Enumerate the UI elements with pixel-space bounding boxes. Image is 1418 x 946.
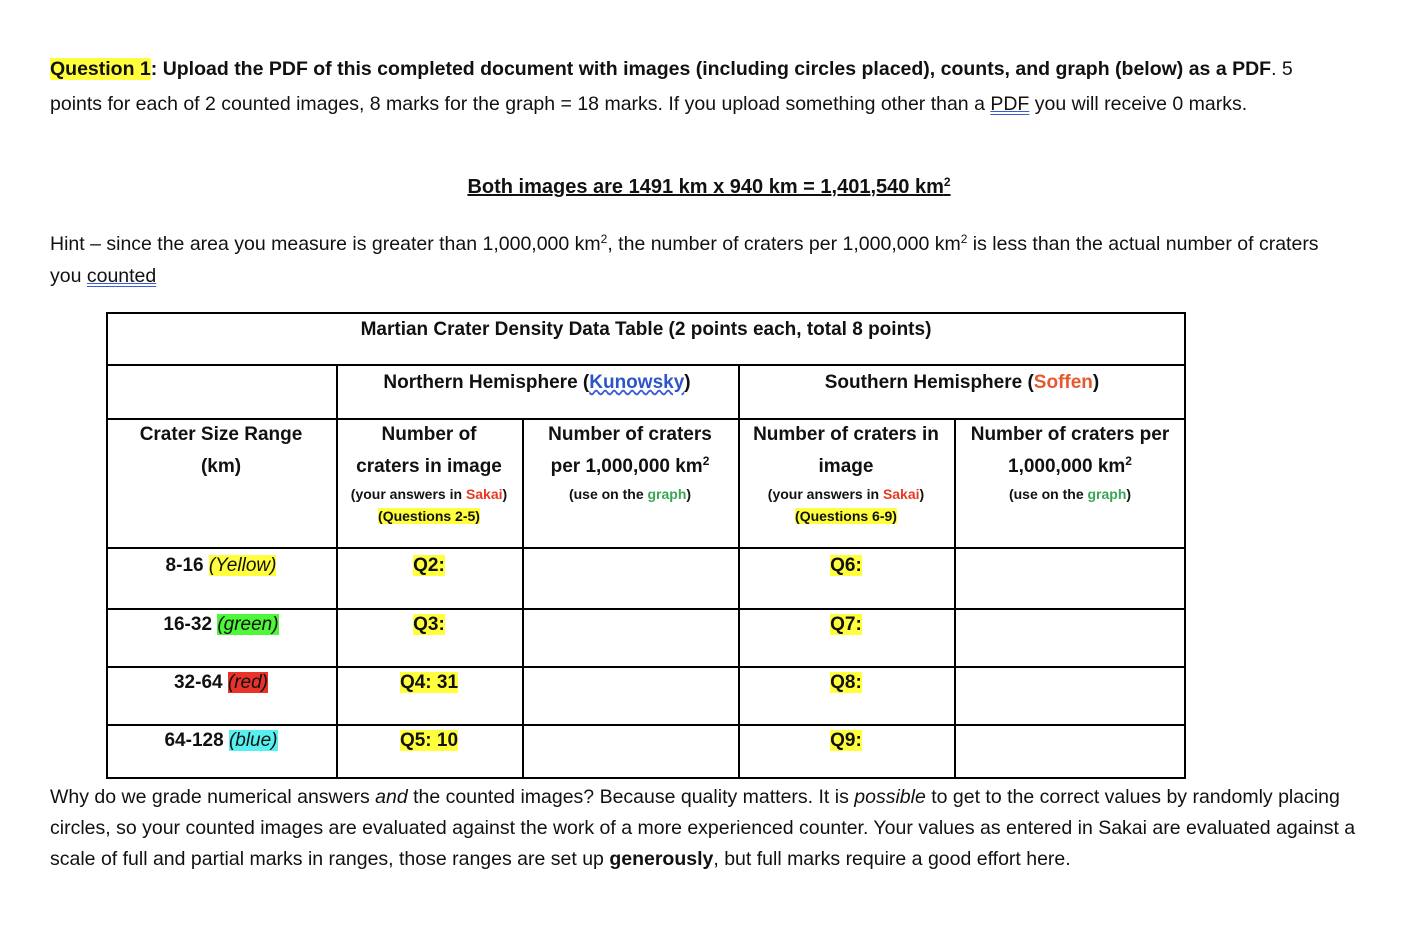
- col-header-south-count: Number of craters in image (your answers in Sakai) (Questions 6-9): [753, 424, 939, 524]
- pdf-link: PDF: [990, 93, 1030, 115]
- south-answer-q8: Q8:: [830, 672, 862, 693]
- question-paragraph: Question 1: Upload the PDF of this completed document with images (including circles placed), counts, and graph (below) as a PDF. 5 points for each of 2 counted images, 8 marks for the graph = 18 marks. If you upload something other than a PDF you will receive 0 marks.: [50, 58, 1293, 115]
- north-answer-q3: Q3:: [413, 614, 445, 635]
- south-answer-q6: Q6:: [830, 555, 862, 576]
- area-title: Both images are 1491 km x 940 km = 1,401,540 $km^2$: [467, 175, 951, 198]
- col-header-south-per-million: Number of craters per 1,000,000 $km^2$ (use on the graph): [970, 424, 1170, 502]
- north-answer-q2: Q2:: [413, 555, 445, 576]
- north-answer-q4: Q4: 31: [399, 672, 459, 693]
- question-label: Question 1: [50, 58, 151, 80]
- north-hemisphere-header: Northern Hemisphere (Kunowsky): [383, 372, 691, 393]
- crater-density-table: [106, 312, 1186, 779]
- why-paragraph: Why do we grade numerical answers and the counted images? Because quality matters. It is possible to get to the correct values by randomly placing circles, so your counted images are evaluated against the work of a more experienced counter. Your values as entered in Sakai are evaluated against a scale of full and partial marks in ranges, those ranges are set up generously, but full marks require a good effort here.: [50, 786, 1356, 870]
- table-row-label: 8-16 (Yellow): [165, 555, 277, 576]
- table-row-label: 32-64 (red): [173, 672, 268, 693]
- col-header-north-per-million: Number of craters per 1,000,000 $km^2$ (use on the graph): [548, 424, 712, 502]
- south-hemisphere-header: Southern Hemisphere (Soffen): [824, 372, 1100, 393]
- table-row-label: 64-128 (blue): [164, 730, 278, 751]
- south-answer-q7: Q7:: [830, 614, 862, 635]
- col-header-north-count: Number of craters in image (your answers in Sakai) (Questions 2-5): [350, 424, 508, 524]
- south-answer-q9: Q9:: [830, 730, 862, 751]
- col-header-size: Crater Size Range (km): [139, 424, 303, 477]
- hint-paragraph: Hint – since the area you measure is greater than 1,000,000 $km^2$, the number of craters per 1,000,000 $km^2$ is less than the actual number of craters you counted: [50, 232, 1319, 287]
- table-row-label: 16-32 (green): [163, 614, 279, 635]
- north-answer-q5: Q5: 10: [399, 730, 459, 751]
- table-title: Martian Crater Density Data Table (2 points each, total 8 points): [360, 319, 932, 340]
